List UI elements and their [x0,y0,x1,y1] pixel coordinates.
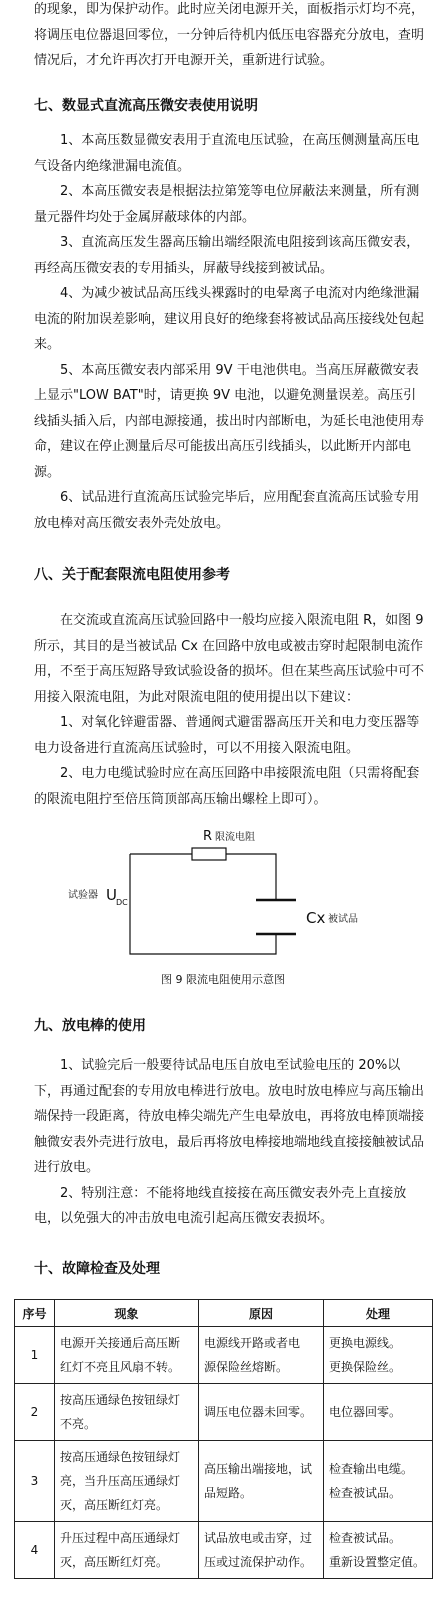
section9-paragraph: 1、试验完后一般要待试品电压自放电至试验电压的 20%以下，再通过配套的专用放电棒进行放电。放电时放电棒应与高压输出端保持一段距离，待放电棒尖端先产生电晕放电，再将放电棒顶端接触微安表外壳进行放电，最后再将放电棒接地端地线直接接触被试品进行放电。 [34,1058,425,1175]
capacitor-symbol-label: Cx [306,909,326,927]
voltage-subscript: DC [116,898,128,907]
section9-body [34,1053,424,1232]
action-cell [324,1327,433,1384]
section9-paragraph: 2、特别注意：不能将地线直接接在高压微安表外壳上直接放电，以免强大的冲击放电电流引起高压微安表损坏。 [34,1185,407,1226]
voltage-label: U [106,886,117,904]
action-cell [324,1522,433,1579]
cause-line: 高压输出端接地，试 [204,1462,313,1476]
section8-paragraph: 在交流或直流高压试验回路中一般均应接入限流电阻 R，如图 9 所示，其目的是当被试品 Cx 在回路中放电或被击穿时起限制电流作用，不至于高压短路导致试验设备的损坏。但在某些高压试验中可不用接入限流电阻，为此对限流电阻的使用提出以下建议： [34,613,425,705]
action-line: 检查被试品。 [329,1531,402,1545]
symptom-cell [55,1384,199,1441]
cause-cell [199,1522,324,1579]
symptom-line: 红灯不亮且风扇不转。 [60,1360,181,1374]
table-row [15,1384,433,1441]
symptom-line: 灭，高压断红灯亮。 [60,1555,169,1569]
resistor-name-label: 限流电阻 [215,832,255,843]
section8-paragraph: 2、电力电缆试验时应在高压回路中串接限流电阻（只需将配套的限流电阻拧至倍压筒顶部高压输出螺栓上即可）。 [34,766,420,807]
symptom-line: 灭，高压断红灯亮。 [60,1498,169,1512]
cause-line: 压或过流保护动作。 [204,1555,313,1569]
section10-heading: 十、故障检查及处理 [34,1261,160,1277]
table-header-row [15,1300,433,1327]
action-cell [324,1441,433,1522]
cause-line: 试品放电或击穿，过 [204,1531,313,1545]
intro-continuation: 的现象，即为保护动作。此时应关闭电源开关，面板指示灯均不亮，将调压电位器退回零位，一分钟后待机内低压电容器充分放电，查明情况后，才允许再次打开电源开关，重新进行试验。 [34,2,425,68]
section8-paragraph: 1、对氧化锌避雷器、普通阀式避雷器高压开关和电力变压器等电力设备进行直流高压试验时，可以不用接入限流电阻。 [34,715,420,756]
symptom-line: 升压过程中高压通绿灯 [60,1531,181,1545]
cause-line: 调压电位器未回零。 [204,1405,313,1419]
header-no: 序号 [15,1300,55,1327]
symptom-cell [55,1522,199,1579]
table-row [15,1522,433,1579]
action-line: 检查输出电缆。 [329,1462,414,1476]
resistor-symbol-label: R [203,829,213,844]
cause-cell [199,1441,324,1522]
circuit-wire-lower [130,854,276,954]
table-row [15,1441,433,1522]
action-line: 电位器回零。 [329,1405,402,1419]
table-row [15,1327,433,1384]
section7-paragraph: 3、直流高压发生器高压输出端经限流电阻接到该高压微安表，再经高压微安表的专用插头，屏蔽导线接到被试品。 [34,235,420,276]
action-line: 更换电源线。 [329,1336,402,1350]
action-line: 重新设置整定值。 [329,1555,426,1569]
cause-line: 电源线开路或者电 [204,1336,301,1350]
source-label: 试验器 [68,890,98,901]
row-number: 4 [15,1522,55,1579]
symptom-line: 不亮。 [60,1417,97,1431]
cause-line: 源保险丝熔断。 [204,1360,289,1374]
section8-body [34,608,424,812]
current-limiting-resistor-diagram [60,826,390,966]
cause-line: 品短路。 [204,1486,253,1500]
header-action: 处理 [324,1300,433,1327]
capacitor-name-label: 被试品 [328,914,358,925]
symptom-line: 按高压通绿色按钮绿灯 [60,1393,181,1407]
action-line: 更换保险丝。 [329,1360,402,1374]
section7-paragraph: 5、本高压微安表内部采用 9V 干电池供电。当高压屏蔽微安表上显示"LOW BAT"时，请更换 9V 电池，以避免测量误差。高压引线插头插入后，内部电源接通，拔出时内部断电，为延长电池使用寿命，建议在停止测量后尽可能拔出高压引线插头，以此断开内部电源。 [34,362,425,480]
symptom-cell [55,1327,199,1384]
figure-caption: 图 9 限流电阻使用示意图 [161,973,285,986]
section7-paragraph: 6、试品进行直流高压试验完毕后，应用配套直流高压试验专用放电棒对高压微安表外壳处放电。 [34,490,420,531]
row-number: 3 [15,1441,55,1522]
fault-table [14,1299,433,1579]
symptom-line: 电源开关接通后高压断 [60,1336,181,1350]
circuit-wire-upper-right [226,854,276,900]
section7-paragraph: 1、本高压数显微安表用于直流电压试验，在高压侧测量高压电气设备内绝缘泄漏电流值。 [34,133,420,174]
cause-cell [199,1327,324,1384]
resistor-symbol [192,848,226,860]
action-line: 检查被试品。 [329,1486,402,1500]
header-cause: 原因 [199,1300,324,1327]
section7-heading: 七、数显式直流高压微安表使用说明 [34,98,258,114]
row-number: 1 [15,1327,55,1384]
row-number: 2 [15,1384,55,1441]
section7-paragraph: 2、本高压微安表是根据法拉第笼等电位屏蔽法来测量，所有测量元器件均处于金属屏蔽球体的内部。 [34,184,420,225]
header-symptom: 现象 [55,1300,199,1327]
symptom-line: 亮，当升压高压通绿灯 [60,1474,181,1488]
section8-heading: 八、关于配套限流电阻使用参考 [34,567,230,583]
section9-heading: 九、放电棒的使用 [34,1018,146,1034]
action-cell [324,1384,433,1441]
section7-paragraph: 4、为减少被试品高压线头裸露时的电晕离子电流对内绝缘泄漏电流的附加误差影响，建议用良好的绝缘套将被试品高压接线处包起来。 [34,286,425,352]
cause-cell [199,1384,324,1441]
symptom-line: 按高压通绿色按钮绿灯 [60,1450,181,1464]
symptom-cell [55,1441,199,1522]
section7-body [34,128,424,536]
